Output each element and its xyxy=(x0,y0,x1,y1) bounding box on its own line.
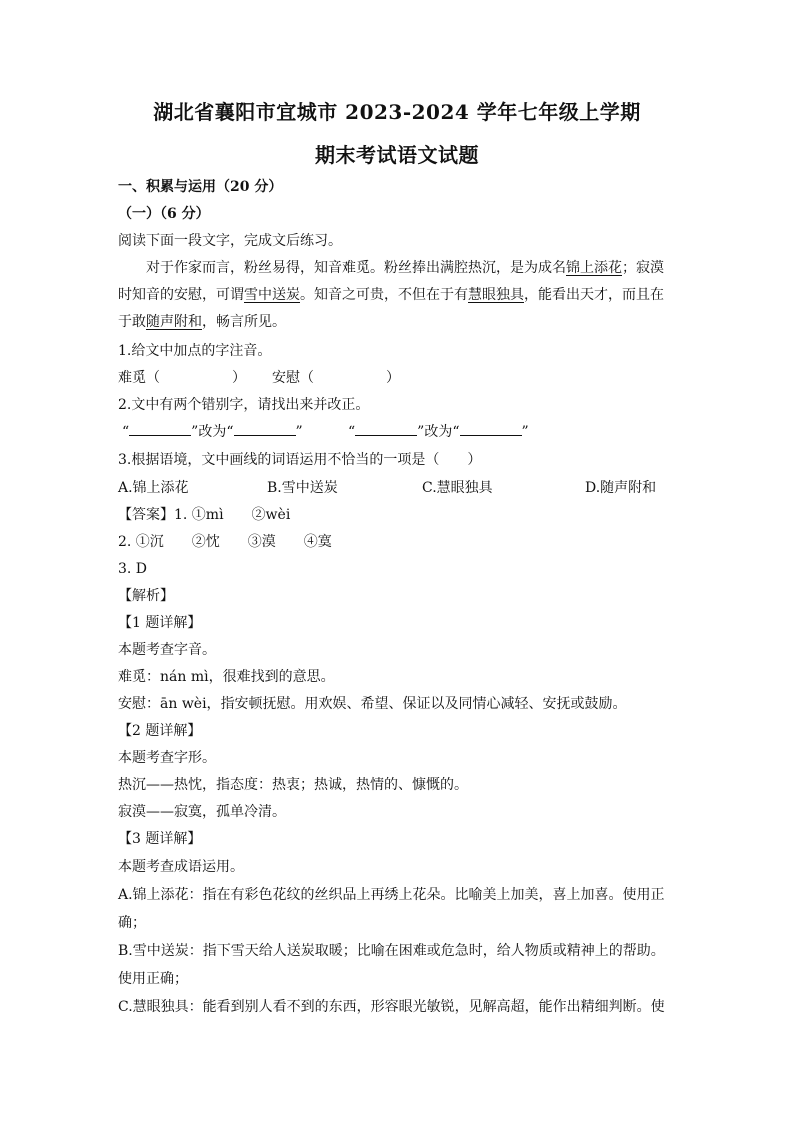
passage-line-3 xyxy=(118,312,286,332)
detail-2-label: 【2 题详解】 xyxy=(118,723,202,739)
detail-2-line: 本题考查字形。 xyxy=(118,750,216,766)
underlined-phrase: 雪中送炭 xyxy=(244,287,300,303)
question-1: 1.给文中加点的字注音。 xyxy=(118,343,272,359)
part-heading: （一）（6 分） xyxy=(118,206,210,222)
answer-blank[interactable] xyxy=(460,422,522,436)
passage-text: ；寂漠 xyxy=(622,260,664,276)
passage-line-1 xyxy=(146,258,664,278)
detail-1-label: 【1 题详解】 xyxy=(118,615,202,631)
detail-3-line: 本题考查成语运用。 xyxy=(118,859,244,875)
q1-item-a-close: ） xyxy=(232,370,246,386)
passage-text: ，能看出天才，而且在 xyxy=(524,287,664,303)
answer-line-1: 【答案】1. ①mì ②wèi xyxy=(118,507,291,523)
passage-text: 。知音之可贵，不但在于有 xyxy=(300,287,468,303)
detail-3-line: C.慧眼独具：能看到别人看不到的东西，形容眼光敏锐，见解高超，能作出精细判断。使 xyxy=(118,999,665,1015)
q3-option-d: D.随声附和 xyxy=(585,480,657,496)
quote-mark: ” xyxy=(521,424,529,440)
q1-item-b-close: ） xyxy=(386,370,400,386)
q1-item-b: 安慰（ xyxy=(272,370,314,386)
section-heading: 一、积累与运用（20 分） xyxy=(118,179,283,195)
detail-1-line: 本题考查字音。 xyxy=(118,642,216,658)
passage-text: 对于作家而言，粉丝易得，知音难觅。粉丝捧出满腔热沉，是为成名 xyxy=(146,260,566,276)
passage-text: ，畅言所见。 xyxy=(202,314,286,330)
detail-3-line: 确； xyxy=(118,915,146,931)
detail-3-line: 使用正确； xyxy=(118,971,188,987)
instruction: 阅读下面一段文字，完成文后练习。 xyxy=(118,233,342,249)
analysis-label: 【解析】 xyxy=(118,588,174,604)
passage-line-2 xyxy=(118,285,664,305)
answer-line-3: 3. D xyxy=(118,561,148,577)
detail-3-label: 【3 题详解】 xyxy=(118,831,202,847)
detail-2-line: 热沉——热忱，指态度：热衷；热诚，热情的、慷慨的。 xyxy=(118,777,468,793)
answer-blank[interactable] xyxy=(355,422,417,436)
q3-option-b: B.雪中送炭 xyxy=(267,480,338,496)
detail-2-line: 寂漠——寂寞，孤单冷清。 xyxy=(118,804,286,820)
answer-line-2: 2. ①沉 ②忱 ③漠 ④寞 xyxy=(118,534,332,550)
q1-item-a: 难觅（ xyxy=(118,370,160,386)
question-2: 2.文中有两个错别字，请找出来并改正。 xyxy=(118,397,370,413)
passage-text: 时知音的安慰，可谓 xyxy=(118,287,244,303)
q3-option-c: C.慧眼独具 xyxy=(422,480,493,496)
underlined-phrase: 锦上添花 xyxy=(566,260,622,276)
underlined-phrase: 随声附和 xyxy=(146,314,202,330)
detail-1-line: 安慰：ān wèi，指安顿抚慰。用欢娱、希望、保证以及同情心减轻、安抚或鼓励。 xyxy=(118,696,627,712)
underlined-phrase: 慧眼独具 xyxy=(468,287,524,303)
detail-3-line: A.锦上添花：指在有彩色花纹的丝织品上再绣上花朵。比喻美上加美，喜上加喜。使用正 xyxy=(118,887,665,903)
q2-pair-2 xyxy=(348,422,529,442)
quote-mark: “ xyxy=(348,424,356,440)
passage-text: 于敢 xyxy=(118,314,146,330)
question-3: 3.根据语境，文中画线的词语运用不恰当的一项是（ ） xyxy=(118,452,482,468)
quote-mark: ”改为“ xyxy=(417,424,460,440)
quote-mark: ”改为“ xyxy=(191,424,234,440)
q3-option-a: A.锦上添花 xyxy=(118,480,189,496)
quote-mark: ” xyxy=(295,424,303,440)
answer-blank[interactable] xyxy=(234,422,296,436)
answer-blank[interactable] xyxy=(129,422,191,436)
detail-1-line: 难觅：nán mì，很难找到的意思。 xyxy=(118,669,335,685)
document-title-line1: 湖北省襄阳市宜城市 2023-2024 学年七年级上学期 xyxy=(153,100,641,124)
document-title-line2: 期末考试语文试题 xyxy=(315,143,479,167)
detail-3-line: B.雪中送炭：指下雪天给人送炭取暖；比喻在困难或危急时，给人物质或精神上的帮助。 xyxy=(118,943,665,959)
quote-mark: “ xyxy=(122,424,130,440)
q2-pair-1 xyxy=(122,422,303,442)
